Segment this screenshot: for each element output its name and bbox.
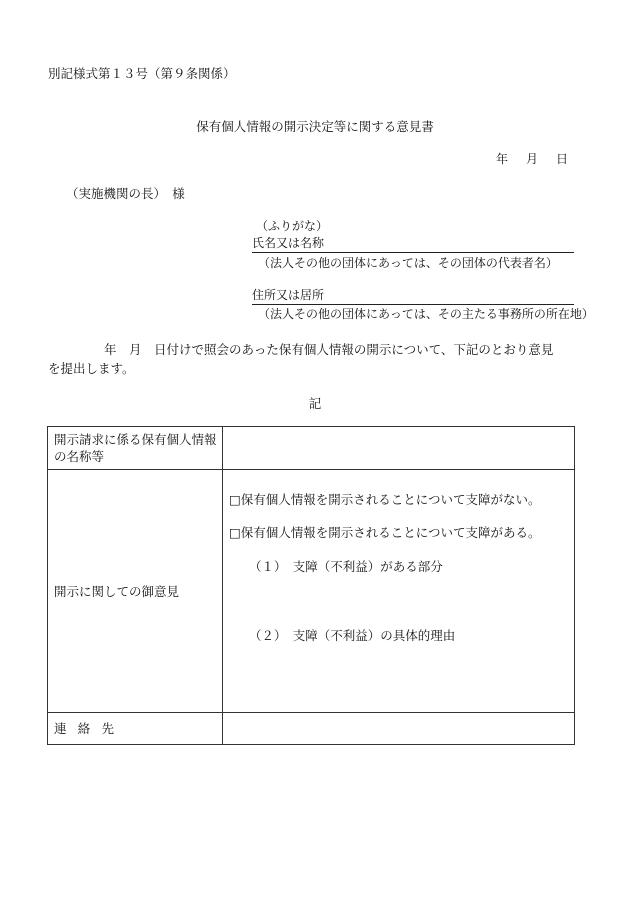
item-specific-reason: （２） 支障（不利益）の具体的理由 <box>249 628 456 643</box>
table-row <box>48 713 575 745</box>
information-name-field[interactable] <box>223 427 575 470</box>
name-note: （法人その他の団体にあっては、その団体の代表者名） <box>258 256 558 270</box>
row-label-information-name: 開示請求に係る保有個人情報の名称等 <box>48 427 223 470</box>
option-no-issue[interactable]: □保有個人情報を開示されることについて支障がない。 <box>229 492 541 507</box>
opinion-field[interactable] <box>223 470 575 713</box>
name-field[interactable] <box>252 236 574 253</box>
form-label: 別記様式第１３号（第９条関係） <box>48 66 236 81</box>
date-day: 日 <box>555 152 568 166</box>
date-year: 年 <box>495 152 508 166</box>
ki-heading: 記 <box>308 396 322 411</box>
furigana-label: （ふりがな） <box>256 219 329 233</box>
document-title: 保有個人情報の開示決定等に関する意見書 <box>196 119 434 134</box>
table-row <box>48 427 575 470</box>
option-issue[interactable]: □保有個人情報を開示されることについて支障がある。 <box>229 525 541 540</box>
name-label: 氏名又は名称 <box>252 236 325 250</box>
body-paragraph <box>48 340 580 378</box>
address-field[interactable] <box>252 288 574 305</box>
address-note: （法人その他の団体にあっては、その主たる事務所の所在地） <box>258 307 594 321</box>
opinion-table <box>47 426 575 745</box>
date-month: 月 <box>525 152 538 166</box>
row-label-opinion: 開示に関しての御意見 <box>48 470 223 713</box>
addressee: （実施機関の長） 様 <box>66 186 185 201</box>
item-affected-part: （１） 支障（不利益）がある部分 <box>249 559 443 574</box>
address-label: 住所又は居所 <box>252 288 325 302</box>
body-line-1: 年 月 日付けで照会のあった保有個人情報の開示について、下記のとおり意見 <box>104 342 554 357</box>
contact-field[interactable] <box>223 713 575 745</box>
table-row <box>48 470 575 713</box>
body-line-2: を提出します。 <box>48 361 135 376</box>
row-label-contact: 連絡先 <box>48 713 223 745</box>
date-line <box>496 152 568 166</box>
